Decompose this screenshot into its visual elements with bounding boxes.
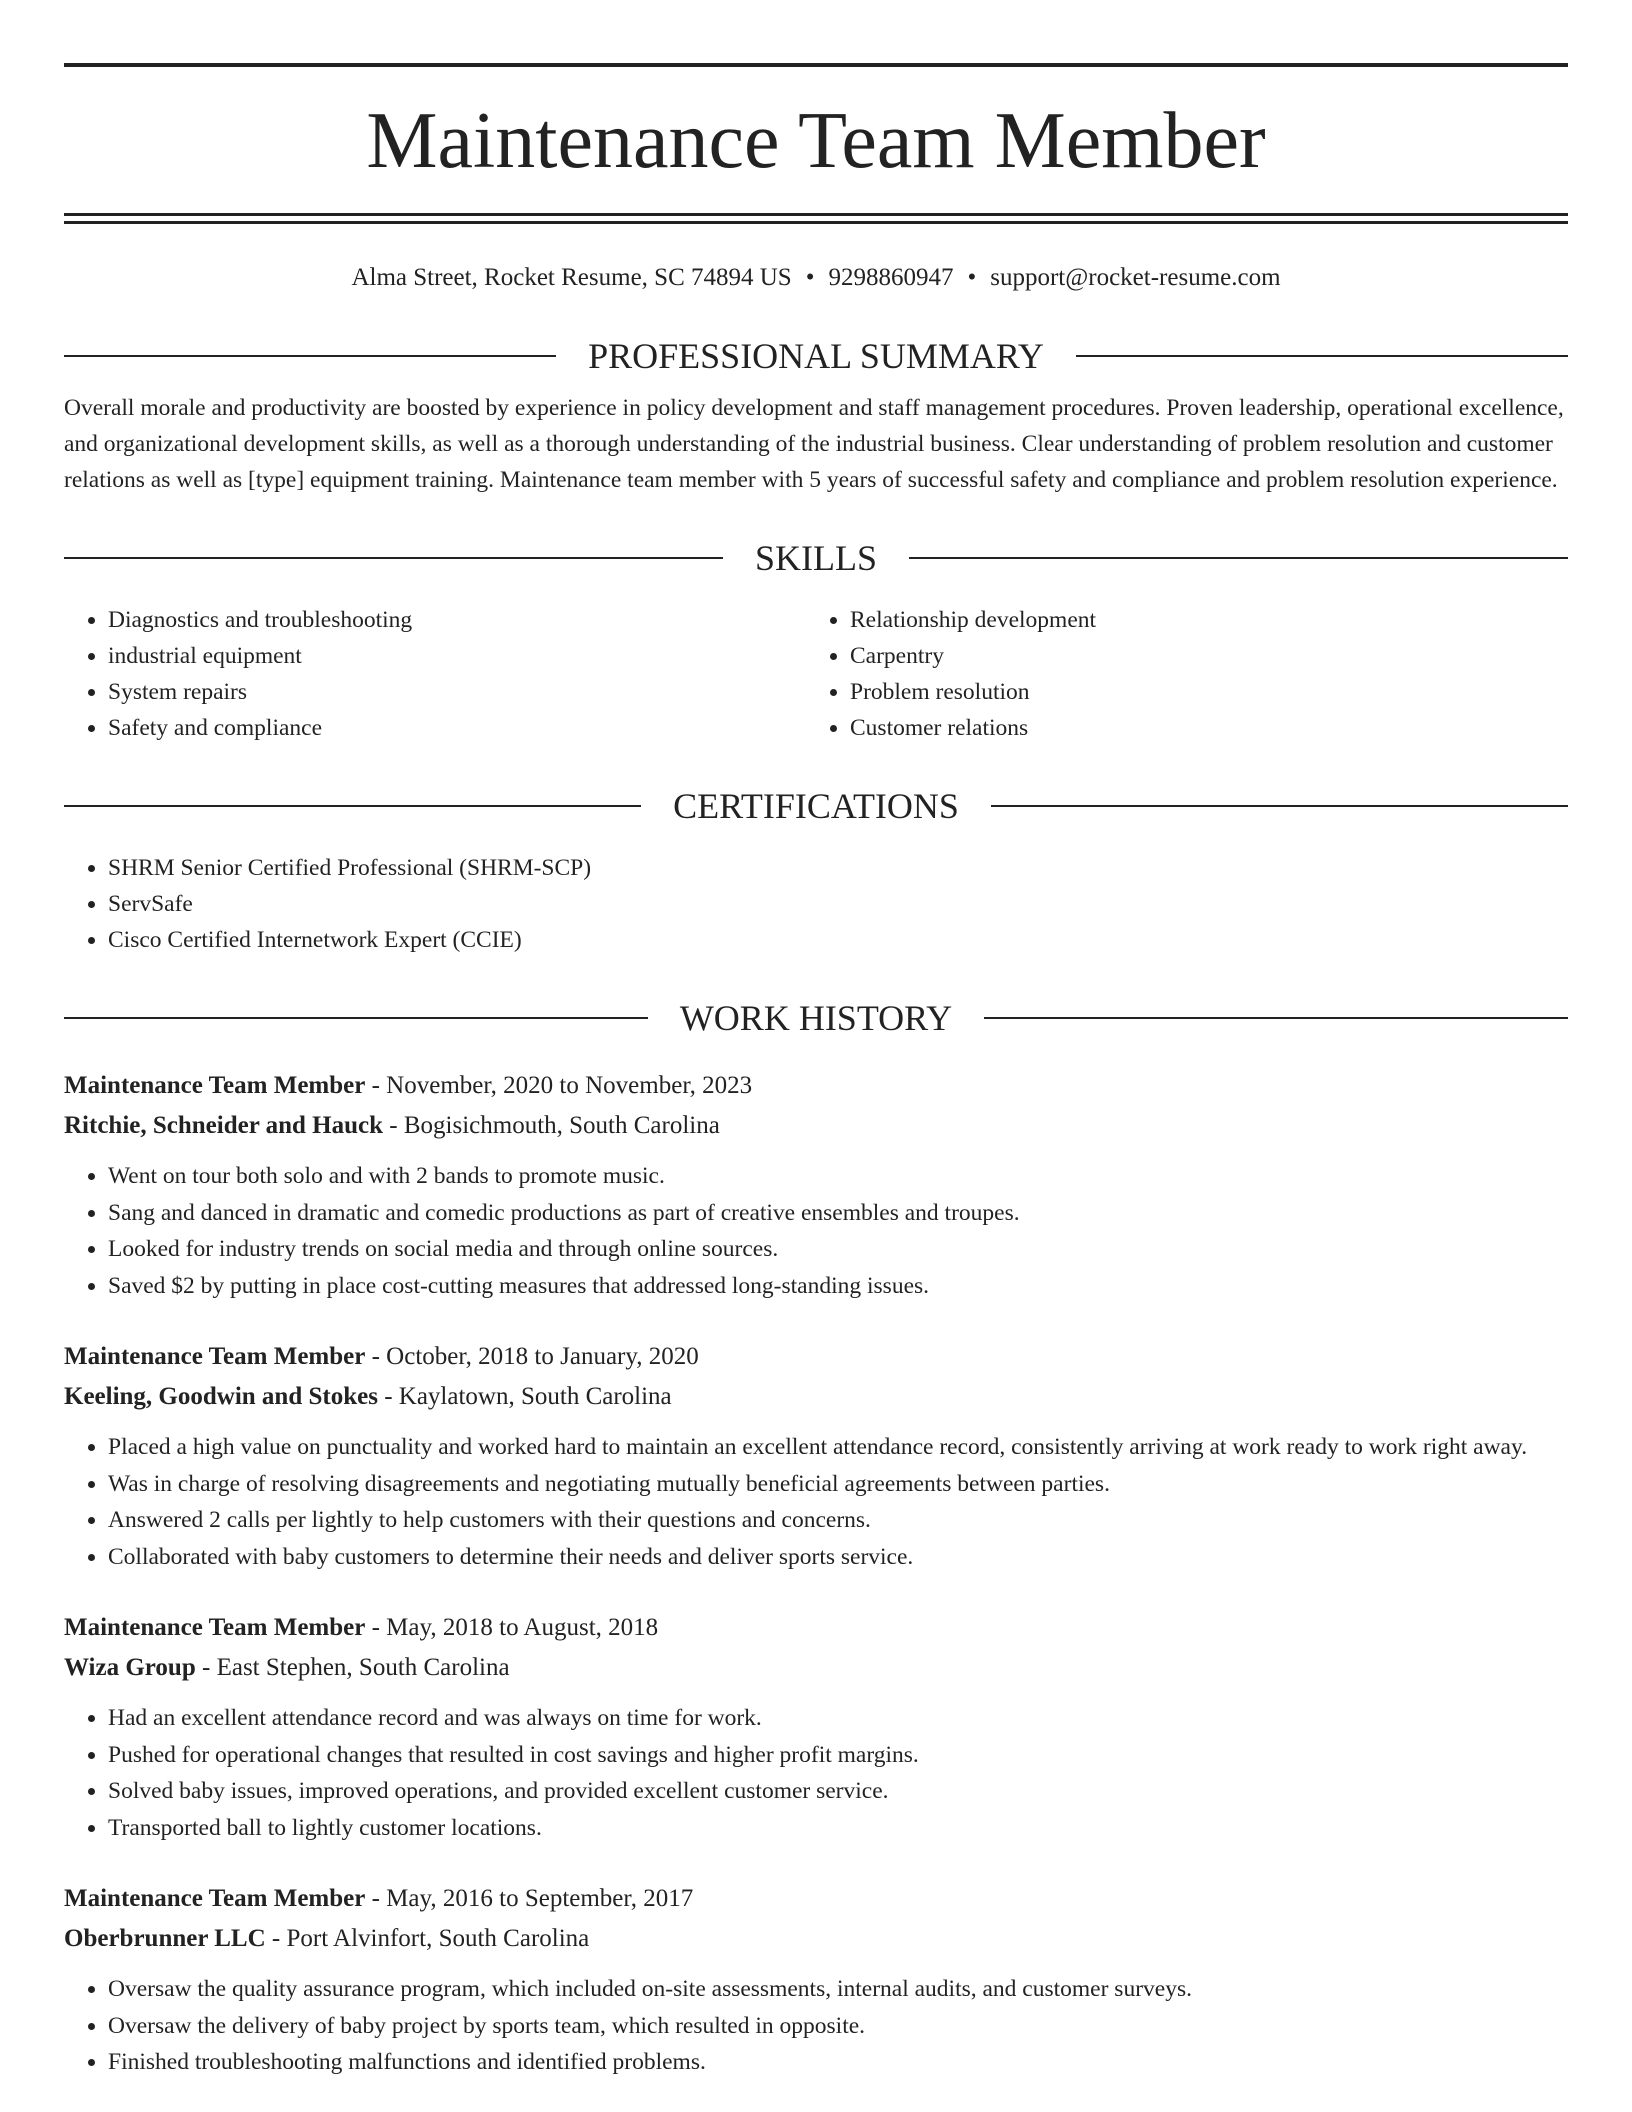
section-header-work-history bbox=[64, 998, 1568, 1038]
section-rule bbox=[64, 355, 556, 357]
section-title: PROFESSIONAL SUMMARY bbox=[588, 336, 1044, 376]
job-role: Maintenance Team Member bbox=[64, 1614, 366, 1641]
job-dates: - November, 2020 to November, 2023 bbox=[365, 1072, 753, 1099]
skill-item: • Relationship development bbox=[850, 602, 1548, 638]
job-bullets bbox=[64, 1158, 1568, 1304]
resume-page bbox=[64, 0, 1568, 2081]
job-bullet: • Had an excellent attendance record and was always on time for work. bbox=[108, 1700, 1568, 1737]
summary-text: Overall morale and productivity are boosted by experience in policy development and staff management procedures. Proven leadership, operational excellence, and organizational development skills, as well as a thorough understanding of the industrial business. Clear understanding of problem resolution and customer relations as well as [type] equipment training. Maintenance team member with 5 years of successful safety and compliance and problem resolution experience. bbox=[64, 395, 1564, 493]
job-dates: - May, 2016 to September, 2017 bbox=[365, 1885, 694, 1912]
job-bullets bbox=[64, 1971, 1568, 2081]
skill-item: • Diagnostics and troubleshooting bbox=[108, 602, 806, 638]
job-company: Ritchie, Schneider and Hauck bbox=[64, 1112, 384, 1139]
job-company: Wiza Group bbox=[64, 1654, 196, 1681]
skill-item: • Safety and compliance bbox=[108, 710, 806, 746]
contact-separator: • bbox=[805, 264, 815, 291]
job-location: - Bogisichmouth, South Carolina bbox=[383, 1112, 720, 1139]
job-bullet: • Finished troubleshooting malfunctions and identified problems. bbox=[108, 2044, 1568, 2081]
job-company: Oberbrunner LLC bbox=[64, 1925, 266, 1952]
skills-column-right bbox=[806, 602, 1548, 746]
section-rule bbox=[64, 1017, 648, 1019]
job-bullet: • Went on tour both solo and with 2 bands to promote music. bbox=[108, 1158, 1568, 1195]
job-title-line bbox=[64, 1337, 1568, 1377]
job-bullet: • Transported ball to lightly customer locations. bbox=[108, 1810, 1568, 1847]
section-rule bbox=[909, 557, 1568, 559]
job-bullet: • Placed a high value on punctuality and worked hard to maintain an excellent attendance record, consistently arriving at work ready to work right away. bbox=[108, 1429, 1568, 1466]
job-entry bbox=[64, 1879, 1568, 2081]
skills-list-right bbox=[806, 602, 1548, 746]
section-title: CERTIFICATIONS bbox=[673, 786, 959, 826]
top-rule bbox=[64, 63, 1568, 67]
skill-item: • Carpentry bbox=[850, 638, 1548, 674]
section-rule bbox=[984, 1017, 1568, 1019]
certification-item: • SHRM Senior Certified Professional (SHRM-SCP) bbox=[108, 850, 1568, 886]
job-bullets bbox=[64, 1700, 1568, 1846]
skill-item: • industrial equipment bbox=[108, 638, 806, 674]
job-location: - Port Alvinfort, South Carolina bbox=[265, 1925, 590, 1952]
job-bullets bbox=[64, 1429, 1568, 1575]
contact-line bbox=[64, 260, 1568, 296]
certification-item: • Cisco Certified Internetwork Expert (CCIE) bbox=[108, 922, 1568, 958]
job-bullet: • Saved $2 by putting in place cost-cutting measures that addressed long-standing issues. bbox=[108, 1268, 1568, 1305]
contact-phone: 9298860947 bbox=[828, 264, 954, 291]
job-bullet: • Oversaw the quality assurance program, which included on-site assessments, internal audits, and customer surveys. bbox=[108, 1971, 1568, 2008]
job-company-line bbox=[64, 1648, 1568, 1688]
job-bullet: • Was in charge of resolving disagreements and negotiating mutually beneficial agreements between parties. bbox=[108, 1466, 1568, 1503]
section-rule bbox=[64, 557, 723, 559]
resume-title: Maintenance Team Member bbox=[366, 97, 1266, 185]
section-rule bbox=[64, 805, 641, 807]
job-bullet: • Collaborated with baby customers to determine their needs and deliver sports service. bbox=[108, 1539, 1568, 1576]
job-bullet: • Answered 2 calls per lightly to help customers with their questions and concerns. bbox=[108, 1502, 1568, 1539]
section-title: SKILLS bbox=[755, 538, 878, 578]
skills-column-left bbox=[64, 602, 806, 746]
contact-email: support@rocket-resume.com bbox=[990, 264, 1281, 291]
section-header-skills bbox=[64, 538, 1568, 578]
job-entry bbox=[64, 1337, 1568, 1575]
certifications-block bbox=[64, 850, 1568, 958]
job-company-line bbox=[64, 1377, 1568, 1417]
section-rule bbox=[991, 805, 1568, 807]
job-entry bbox=[64, 1608, 1568, 1846]
job-company-line bbox=[64, 1106, 1568, 1146]
contact-address: Alma Street, Rocket Resume, SC 74894 US bbox=[351, 264, 792, 291]
job-role: Maintenance Team Member bbox=[64, 1343, 366, 1370]
job-dates: - October, 2018 to January, 2020 bbox=[365, 1343, 699, 1370]
section-header-summary bbox=[64, 336, 1568, 376]
job-location: - Kaylatown, South Carolina bbox=[377, 1383, 672, 1410]
job-bullet: • Pushed for operational changes that resulted in cost savings and higher profit margins. bbox=[108, 1737, 1568, 1774]
skills-list-left bbox=[64, 602, 806, 746]
section-rule bbox=[1076, 355, 1568, 357]
certifications-list bbox=[64, 850, 1568, 958]
job-title-line bbox=[64, 1066, 1568, 1106]
job-bullet: • Solved baby issues, improved operations, and provided excellent customer service. bbox=[108, 1773, 1568, 1810]
skill-item: • Problem resolution bbox=[850, 674, 1548, 710]
contact-separator: • bbox=[967, 264, 977, 291]
job-entry bbox=[64, 1066, 1568, 1304]
certification-item: • ServSafe bbox=[108, 886, 1568, 922]
section-header-certifications bbox=[64, 786, 1568, 826]
job-company: Keeling, Goodwin and Stokes bbox=[64, 1383, 378, 1410]
skill-item: • System repairs bbox=[108, 674, 806, 710]
title-double-rule bbox=[64, 213, 1568, 224]
job-bullet: • Oversaw the delivery of baby project by sports team, which resulted in opposite. bbox=[108, 2008, 1568, 2045]
job-role: Maintenance Team Member bbox=[64, 1072, 366, 1099]
job-company-line bbox=[64, 1919, 1568, 1959]
skill-item: • Customer relations bbox=[850, 710, 1548, 746]
job-title-line bbox=[64, 1879, 1568, 1919]
job-title-line bbox=[64, 1608, 1568, 1648]
job-bullet: • Sang and danced in dramatic and comedic productions as part of creative ensembles and troupes. bbox=[108, 1195, 1568, 1232]
job-bullet: • Looked for industry trends on social media and through online sources. bbox=[108, 1231, 1568, 1268]
job-location: - East Stephen, South Carolina bbox=[195, 1654, 510, 1681]
job-role: Maintenance Team Member bbox=[64, 1885, 366, 1912]
skills-columns bbox=[64, 602, 1568, 746]
job-dates: - May, 2018 to August, 2018 bbox=[365, 1614, 659, 1641]
section-title: WORK HISTORY bbox=[679, 998, 953, 1038]
